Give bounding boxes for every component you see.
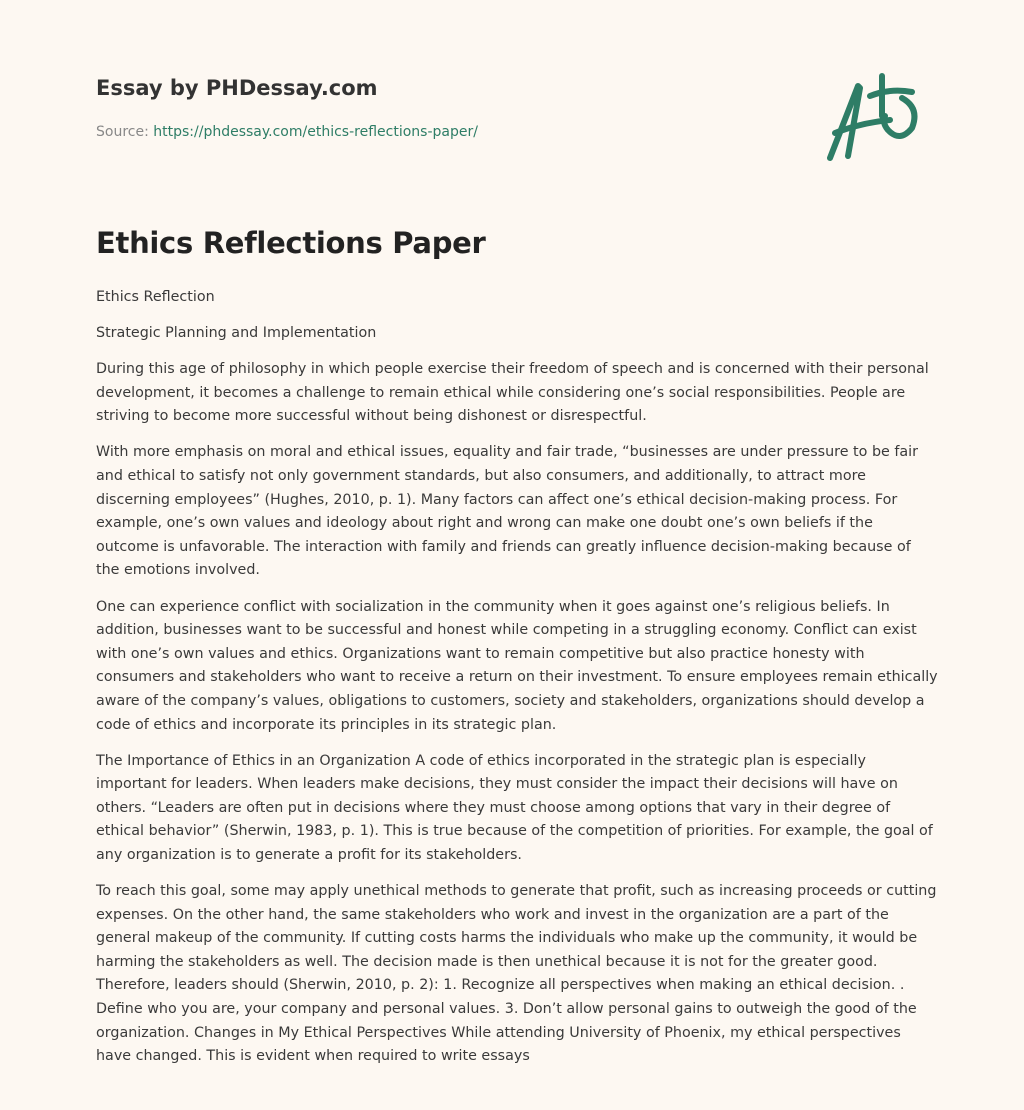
paragraph: To reach this goal, some may apply unethical methods to generate that profit, such as increasing proceeds or cutting expenses. On the other hand, the same stakeholders who work and invest in the organization are a part of the general makeup of the community. If cutting costs harms the individuals who make up the community, it would be harming the stakeholders as well. The decision made is then unethical because it is not for the greater good. Therefore, leaders should (Sherwin, 2010, p. 2): 1. Recognize all perspectives when making an ethical decision. . Define who you are, your company and personal values. 3. Don’t allow personal gains to outweigh the good of the organization. Changes in My Ethical Perspectives While attending University of Phoenix, my ethical perspectives have changed. This is evident when required to write essays [96,883,937,1065]
source-link[interactable]: https://phdessay.com/ethics-reflections-paper/ [153,124,478,140]
paragraph: With more emphasis on moral and ethical issues, equality and fair trade, “businesses are under pressure to be fair and ethical to satisfy not only government standards, but also consumers, and additionally, to attract more discerning employees” (Hughes, 2010, p. 1). Many factors can affect one’s ethical decision-making process. For example, one’s own values and ideology about right and wrong can make one doubt one’s own beliefs if the outcome is unfavorable. The interaction with family and friends can greatly influence decision-making because of the emotions involved. [96,444,919,579]
paragraph: During this age of philosophy in which people exercise their freedom of speech and is concerned with their personal development, it becomes a challenge to remain ethical while considering one’s social responsibilities. People are striving to become more successful without being dishonest or disrespectful. [96,361,929,425]
source-label: Source: [96,124,149,140]
paragraph: One can experience conflict with socialization in the community when it goes against one’s religious beliefs. In addition, businesses want to be successful and honest while competing in a struggling economy. Conflict can exist with one’s own values and ethics. Organizations want to remain competitive but also practice honesty with consumers and stakeholders who want to receive a return on their investment. To ensure employees remain ethically aware of the company’s values, obligations to customers, society and stakeholders, organizations should develop a code of ethics and incorporate its principles in its strategic plan. [96,598,938,733]
source-line [96,124,478,140]
paragraph: The Importance of Ethics in an Organization A code of ethics incorporated in the strategic plan is especially important for leaders. When leaders make decisions, they must consider the impact their decisions will have on others. “Leaders are often put in decisions where they must choose among options that vary in their degree of ethical behavior” (Sherwin, 1983, p. 1). This is true because of the competition of priorities. For example, the goal of any organization is to generate a profit for its stakeholders. [96,752,933,863]
paragraph: Strategic Planning and Implementation [96,325,377,342]
paragraph: Ethics Reflection [96,289,215,305]
page-title: Ethics Reflections Paper [96,226,486,260]
essay-body [96,286,938,1081]
site-brand: Essay by PHDessay.com [96,76,378,100]
a-plus-logo-icon [820,68,930,168]
